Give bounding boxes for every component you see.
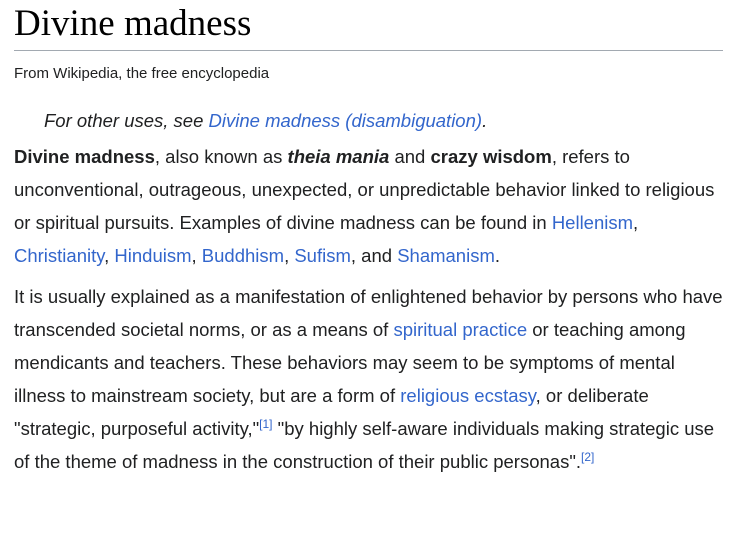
site-tagline: From Wikipedia, the free encyclopedia	[14, 65, 270, 82]
text: ,	[104, 245, 115, 266]
hatnote-prefix: For other uses, see	[44, 110, 209, 131]
second-paragraph	[14, 280, 723, 478]
text: ,	[284, 245, 295, 266]
hatnote	[44, 110, 723, 132]
text: .	[494, 245, 501, 266]
link-sufism[interactable]: Sufism	[294, 245, 351, 266]
link-spiritual-practice[interactable]: spiritual practice	[393, 319, 528, 340]
citation-2[interactable]: [2]	[581, 449, 595, 464]
text: , and	[350, 245, 398, 266]
text: , or deliberate "strategic, purposeful activity,"	[14, 385, 649, 439]
citation-1[interactable]: [1]	[259, 416, 273, 431]
text: or teaching among mendicants and teachers. These behaviors may seem to be symptoms of mental illness to mainstream society, but are a form of	[14, 319, 686, 406]
text: and	[389, 146, 431, 167]
bold-term-crazy-wisdom: crazy wisdom	[430, 146, 552, 167]
text: ,	[633, 212, 639, 233]
hatnote-suffix: .	[482, 110, 488, 131]
text: , also known as	[154, 146, 288, 167]
link-buddhism[interactable]: Buddhism	[201, 245, 285, 266]
disambiguation-link[interactable]: Divine madness (disambiguation)	[208, 110, 483, 131]
link-hinduism[interactable]: Hinduism	[114, 245, 192, 266]
page-title: Divine madness	[14, 0, 723, 51]
link-shamanism[interactable]: Shamanism	[397, 245, 495, 266]
bold-term-theia-mania: theia mania	[287, 146, 390, 167]
bold-term-divine-madness: Divine madness	[14, 146, 155, 167]
text: , refers to unconventional, outrageous, unexpected, or unpredictable behavior linked to religious or spiritual pursuits. Examples of divine madness can be found in	[14, 146, 715, 233]
link-religious-ecstasy[interactable]: religious ecstasy	[400, 385, 536, 406]
link-hellenism[interactable]: Hellenism	[551, 212, 634, 233]
text: It is usually explained as a manifestation of enlightened behavior by persons who have transcended societal norms, or as a means of	[14, 286, 723, 340]
text: "by highly self-aware individuals making strategic use of the theme of madness in the construction of their public personas".	[14, 418, 715, 472]
lead-paragraph	[14, 140, 723, 272]
link-christianity[interactable]: Christianity	[14, 245, 105, 266]
text: ,	[191, 245, 202, 266]
